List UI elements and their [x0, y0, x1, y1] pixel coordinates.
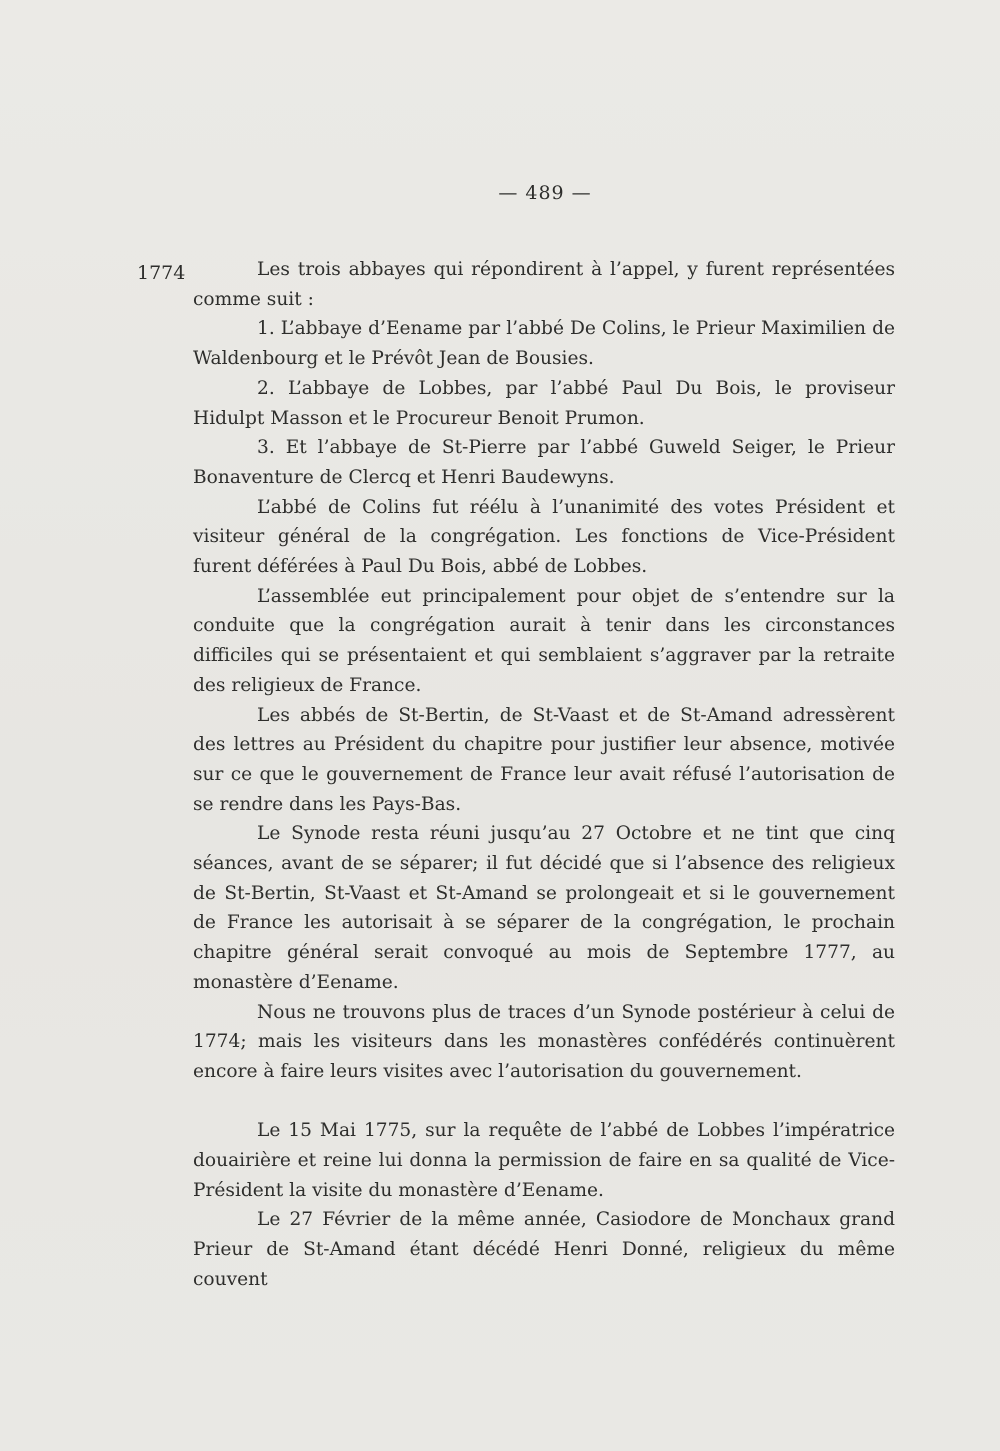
body-text — [193, 255, 895, 1295]
paragraph: Le 27 Février de la même année, Casiodore de Monchaux grand Prieur de St-Amand étant décédé Henri Donné, religieux du même couvent — [193, 1209, 895, 1290]
paragraph: Les abbés de St-Bertin, de St-Vaast et de St-Amand adressèrent des lettres au Président du chapitre pour justifier leur absence, motivée sur ce que le gouvernement de France leur avait réfusé l’autorisation de se rendre dans les Pays-Bas. — [193, 704, 895, 815]
margin-year: 1774 — [137, 262, 186, 284]
paragraph: Le Synode resta réuni jusqu’au 27 Octobre et ne tint que cinq séances, avant de se séparer; il fut décidé que si l’absence des religieux de St-Bertin, St-Vaast et St-Amand se prolongeait et si le gouvernement de France les autorisait à se séparer de la congrégation, le prochain chapitre général serait convoqué au mois de Septembre 1777, au monastère d’Eename. — [193, 823, 895, 993]
paragraph: 1. L’abbaye d’Eename par l’abbé De Colins, le Prieur Maximilien de Waldenbourg et le Prévôt Jean de Bousies. — [193, 318, 895, 370]
paragraph: L’assemblée eut principalement pour objet de s’entendre sur la conduite que la congrégation aurait à tenir dans les circonstances difficiles qui se présentaient et qui semblaient s’aggraver par la retraite des religieux de France. — [193, 585, 895, 696]
paragraph: 2. L’abbaye de Lobbes, par l’abbé Paul Du Bois, le proviseur Hidulpt Masson et le Procureur Benoit Prumon. — [193, 377, 895, 429]
page-number: — 489 — — [498, 182, 592, 204]
paragraph: Les trois abbayes qui répondirent à l’appel, y furent représentées comme suit : — [193, 259, 895, 310]
paragraph: Nous ne trouvons plus de traces d’un Synode postérieur à celui de 1774; mais les visiteurs dans les monastères confédérés continuèrent encore à faire leurs visites avec l’autorisation du gouvernement. — [193, 1001, 895, 1082]
paragraph: Le 15 Mai 1775, sur la requête de l’abbé de Lobbes l’impératrice douairière et reine lui donna la permission de faire en sa qualité de Vice-Président la visite du monastère d’Eename. — [193, 1120, 895, 1201]
paragraph: L’abbé de Colins fut réélu à l’unanimité des votes Président et visiteur général de la congrégation. Les fonctions de Vice-Président furent déférées à Paul Du Bois, abbé de Lobbes. — [193, 496, 895, 578]
paragraph: 3. Et l’abbaye de St-Pierre par l’abbé Guweld Seiger, le Prieur Bonaventure de Clercq et Henri Baudewyns. — [193, 437, 895, 488]
